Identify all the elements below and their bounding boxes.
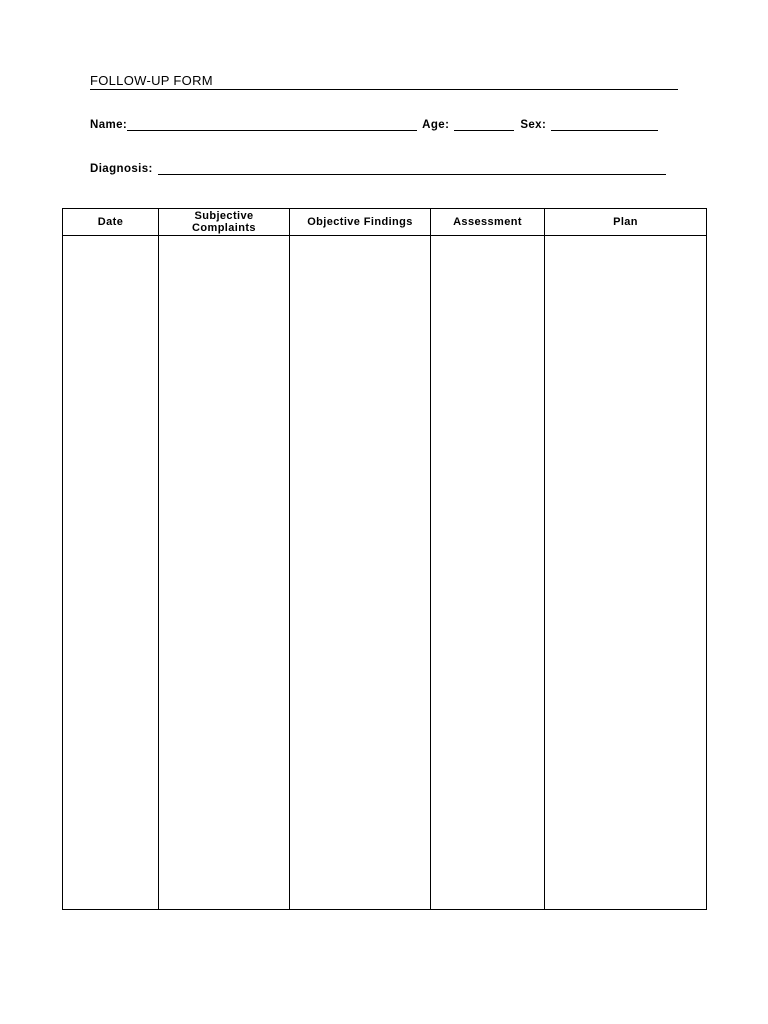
header-subjective-complaints: Subjective Complaints — [159, 209, 289, 236]
age-label: Age: — [422, 119, 450, 131]
title-line — [90, 72, 678, 90]
column-plan — [545, 209, 706, 909]
column-subjective-complaints — [159, 209, 290, 909]
plan-entries[interactable] — [545, 236, 706, 909]
assessment-entries[interactable] — [431, 236, 544, 909]
diagnosis-row — [90, 160, 666, 176]
column-assessment — [431, 209, 545, 909]
header-assessment: Assessment — [431, 209, 544, 236]
diagnosis-field[interactable] — [158, 162, 666, 175]
name-field[interactable] — [127, 118, 417, 131]
header-plan: Plan — [545, 209, 706, 236]
sex-field[interactable] — [551, 118, 658, 131]
age-field[interactable] — [454, 118, 514, 131]
diagnosis-label: Diagnosis: — [90, 163, 153, 175]
subjective-complaints-entries[interactable] — [159, 236, 289, 909]
header-objective-findings: Objective Findings — [290, 209, 430, 236]
header-date: Date — [63, 209, 158, 236]
column-date — [63, 209, 159, 909]
sex-label: Sex: — [520, 119, 547, 131]
patient-info-row — [90, 116, 658, 132]
column-objective-findings — [290, 209, 431, 909]
form-title: FOLLOW-UP FORM — [90, 73, 213, 88]
objective-findings-entries[interactable] — [290, 236, 430, 909]
date-entries[interactable] — [63, 236, 158, 909]
name-label: Name: — [90, 119, 128, 131]
follow-up-table — [62, 208, 707, 910]
